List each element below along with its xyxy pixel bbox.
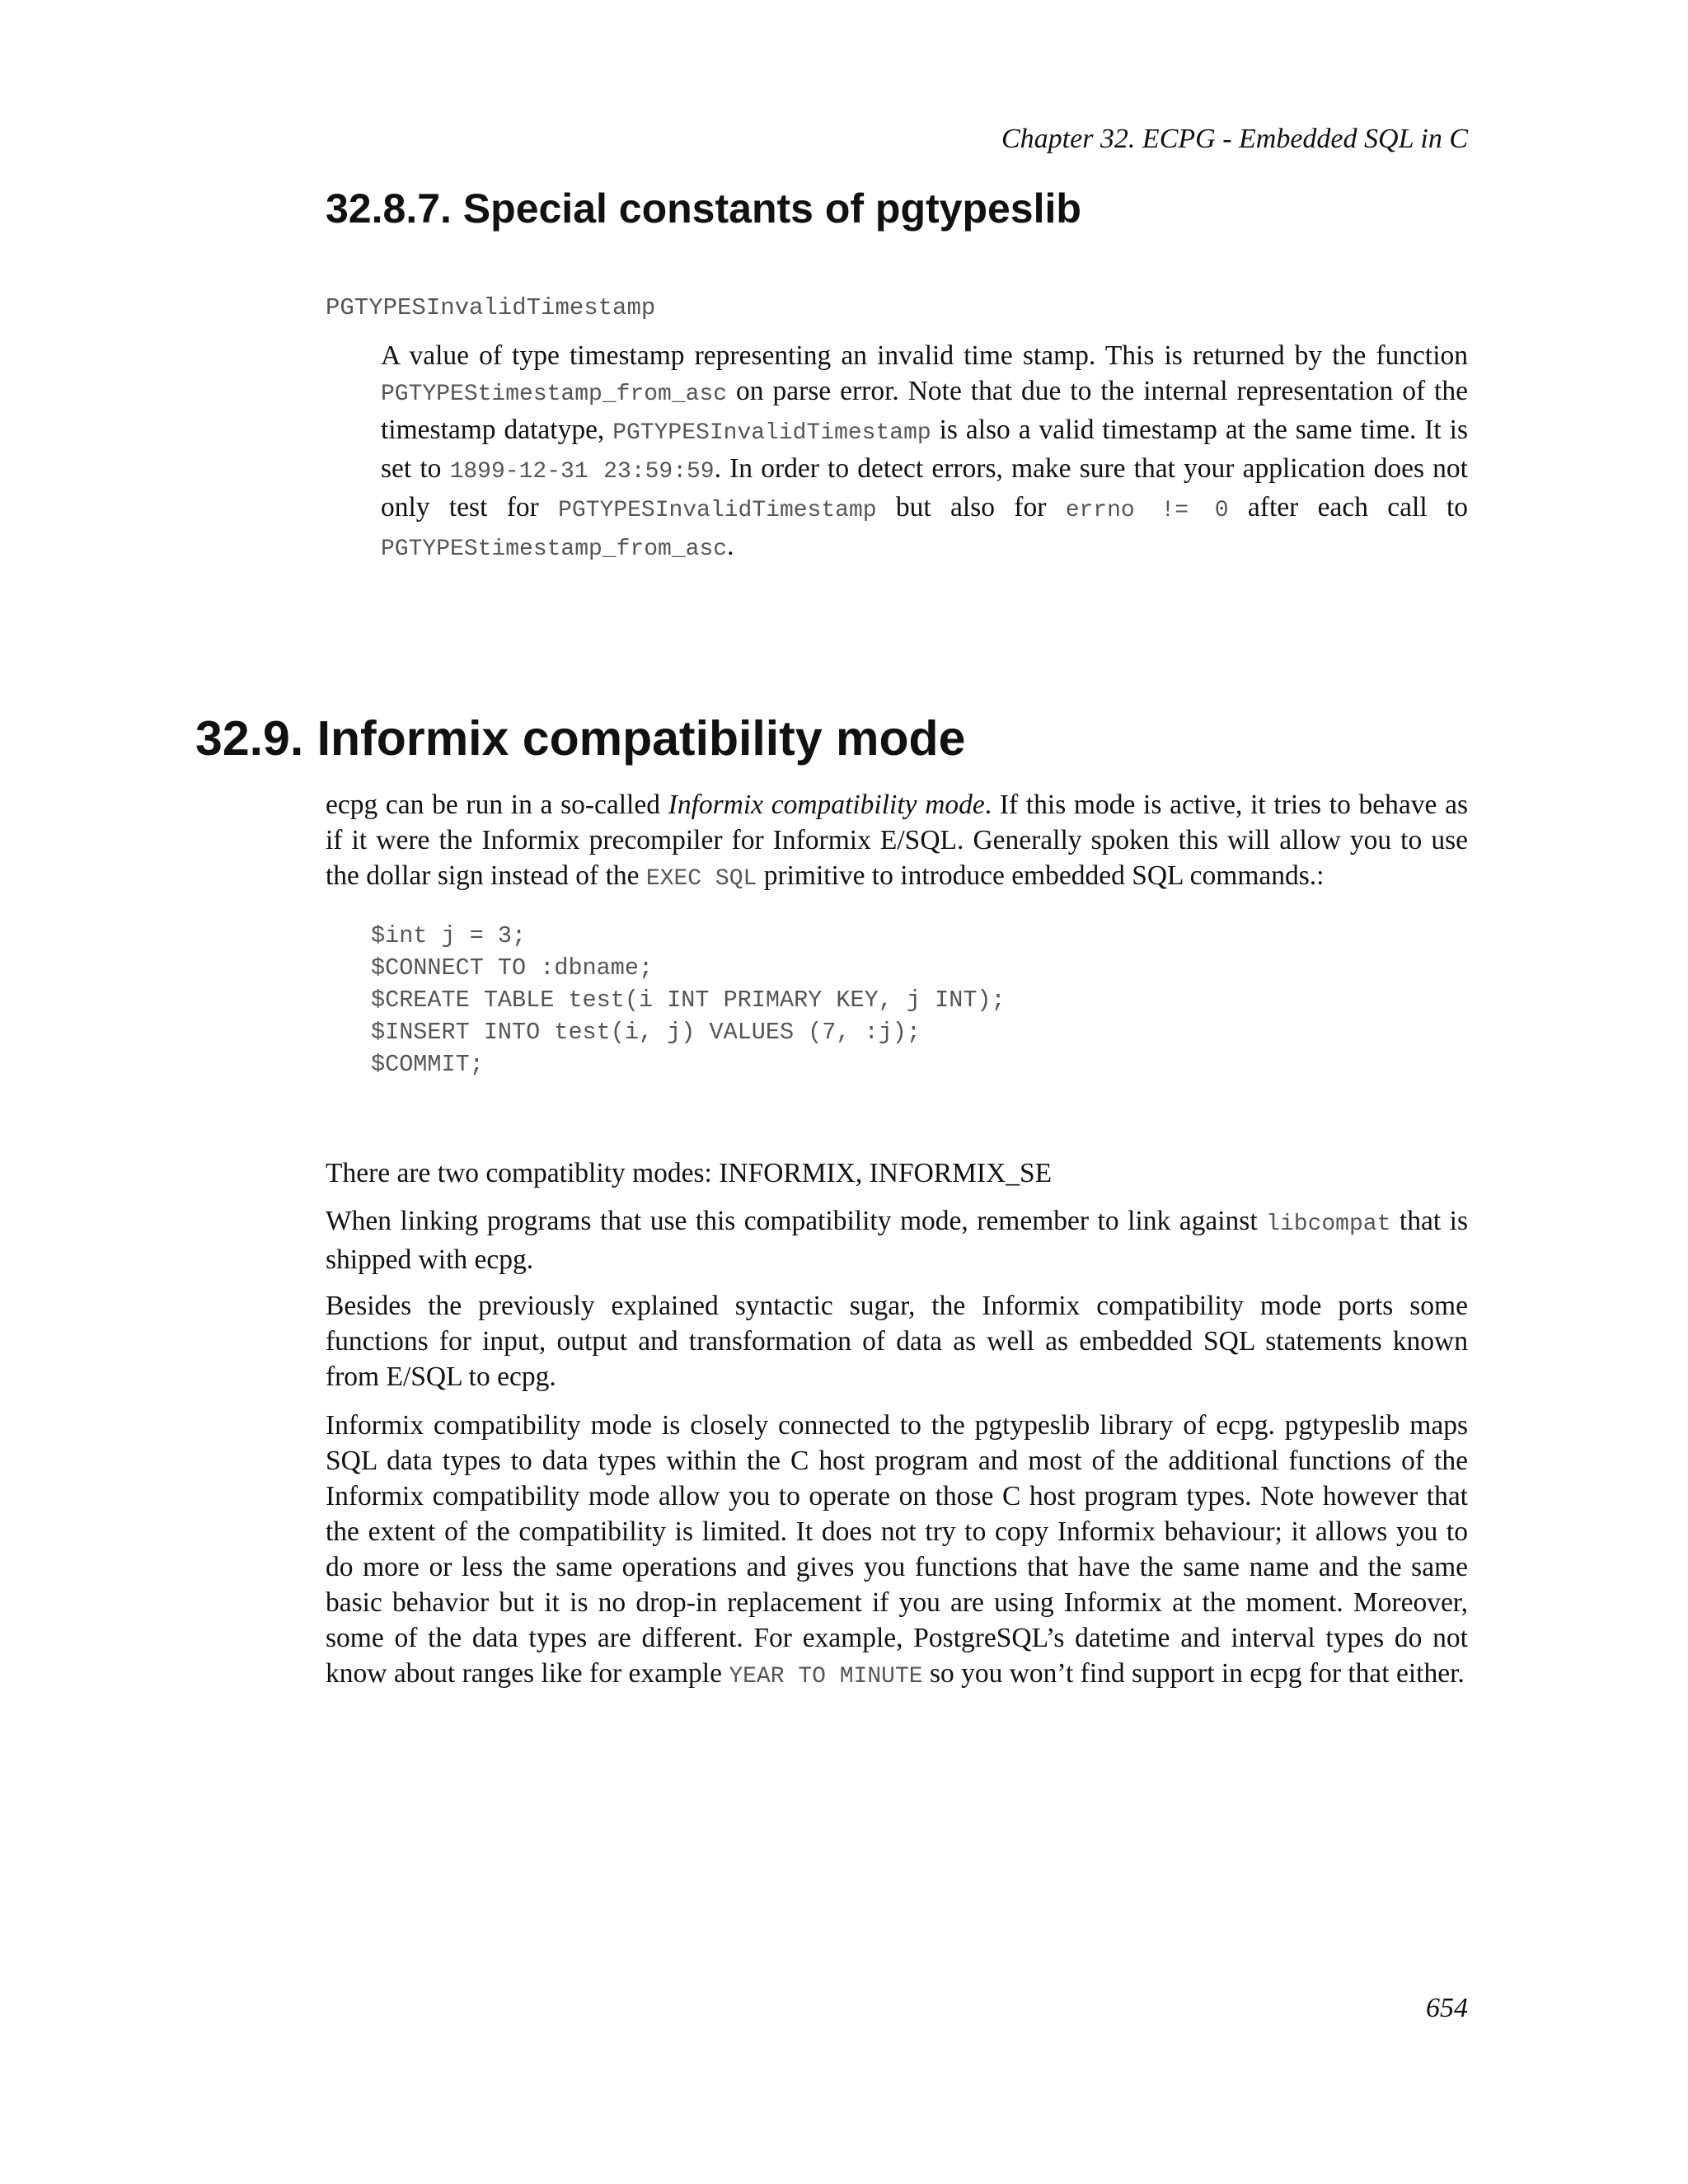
definition-term: PGTYPESInvalidTimestamp xyxy=(326,294,656,321)
inline-code: libcompat xyxy=(1266,1212,1391,1237)
code-line: $CREATE TABLE test(i INT PRIMARY KEY, j INT); xyxy=(371,987,1006,1014)
code-line: $COMMIT; xyxy=(371,1051,484,1078)
page-number: 654 xyxy=(1426,1993,1468,2023)
modes-paragraph: There are two compatiblity modes: INFORMIX, INFORMIX_SE xyxy=(326,1158,1053,1188)
linking-paragraph: When linking programs that use this compatibility mode, remember to link against libcompat that is shipped with ecpg. xyxy=(326,1206,1469,1275)
inline-code: PGTYPEStimestamp_from_asc xyxy=(381,382,728,407)
code-line: $CONNECT TO :dbname; xyxy=(371,954,654,982)
section-heading-32-9: 32.9. Informix compatibility mode xyxy=(195,711,966,766)
inline-code: PGTYPESInvalidTimestamp xyxy=(558,498,877,523)
definition-body: A value of type timestamp representing an invalid time stamp. This is returned by the function PGTYPEStimestamp_from_asc on parse error. Note that due to the internal representation of the timestamp datatype, PGTYPESInvalidTimestamp is also a valid timestamp at the same time. It is set to 1899-12-31 23:59:59. In order to detect errors, make sure that your application does not only test for PGTYPESInvalidTimestamp but also for errno != 0 after each call to PGTYPEStimestamp_from_asc. xyxy=(381,340,1469,562)
inline-code: PGTYPEStimestamp_from_asc xyxy=(381,537,728,562)
code-example xyxy=(371,920,1006,1080)
intro-paragraph: ecpg can be run in a so-called Informix compatibility mode. If this mode is active, it tries to behave as if it were the Informix precompiler for Informix E/SQL. Generally spoken this will allow you to use the dollar sign instead of the EXEC SQL primitive to introduce embedded SQL commands.: xyxy=(326,790,1468,892)
section-heading-32-8-7: 32.8.7. Special constants of pgtypeslib xyxy=(326,185,1081,232)
inline-code: 1899-12-31 23:59:59 xyxy=(449,459,715,485)
syntactic-sugar-paragraph: Besides the previously explained syntactic sugar, the Informix compatibility mode ports some functions for input, output and transformation of data as well as embedded SQL statements known from E/SQL to ecpg. xyxy=(326,1291,1468,1392)
inline-code: EXEC SQL xyxy=(645,866,757,892)
compatibility-paragraph: Informix compatibility mode is closely connected to the pgtypeslib library of ecpg. pgtypeslib maps SQL data types to data types within the C host program and most of the additional functions of the Informix compatibility mode allow you to operate on those C host program types. Note however that the extent of the compatibility is limited. It does not try to copy Informix behaviour; it allows you to do more or less the same operations and gives you functions that have the same name and the same basic behavior but it is no drop-in replacement if you are using Informix at the moment. Moreover, some of the data types are different. For example, PostgreSQL’s datetime and interval types do not know about ranges like for example YEAR TO MINUTE so you won’t find support in ecpg for that either. xyxy=(326,1410,1468,1690)
emphasis: Informix compatibility mode xyxy=(668,790,985,820)
inline-code: PGTYPESInvalidTimestamp xyxy=(612,420,931,446)
inline-code: YEAR TO MINUTE xyxy=(729,1664,923,1690)
code-line: $int j = 3; xyxy=(371,922,527,949)
inline-code: errno != 0 xyxy=(1065,498,1229,523)
running-header: Chapter 32. ECPG - Embedded SQL in C xyxy=(1001,124,1468,154)
code-line: $INSERT INTO test(i, j) VALUES (7, :j); xyxy=(371,1019,921,1046)
